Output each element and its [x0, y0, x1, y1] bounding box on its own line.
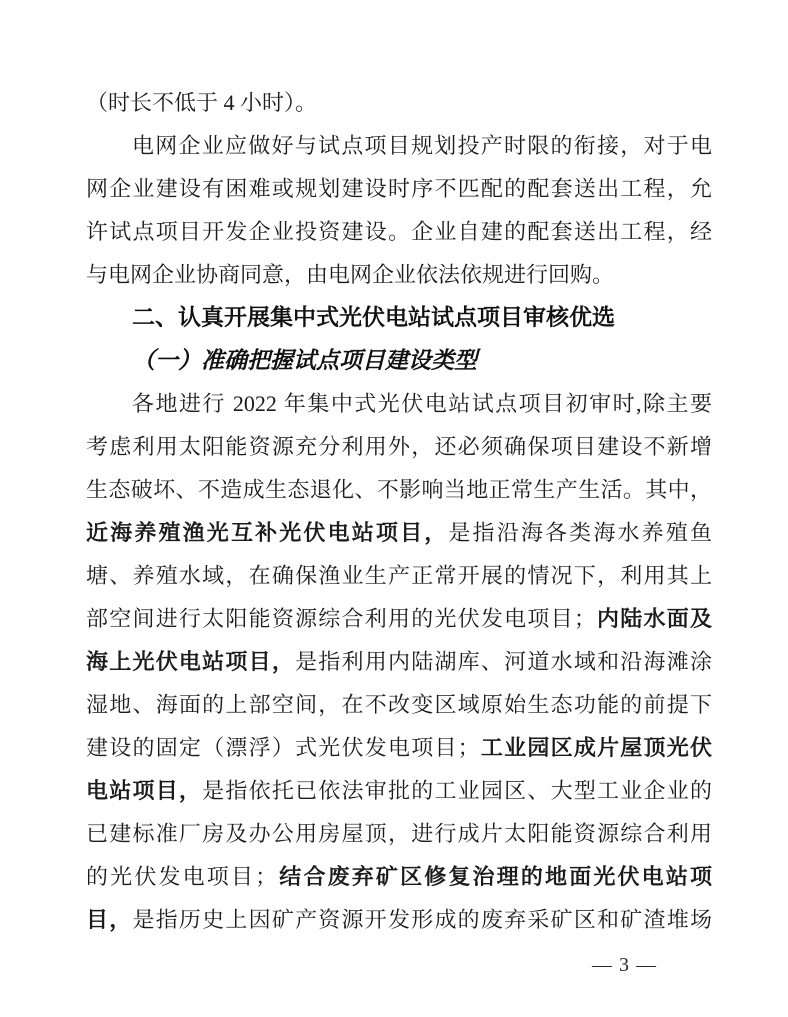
page-number: — 3 —: [592, 954, 657, 976]
heading1-line: [86, 296, 712, 339]
text-segment: 是指历史上因矿产资源开发形成的废弃采矿区和矿渣堆场: [132, 907, 712, 932]
bold-text-segment: 电站项目，: [86, 778, 203, 803]
bold-text-segment: 近海养殖渔光互补光伏电站项目，: [86, 520, 449, 545]
text-segment: 塘、养殖水域，在确保渔业生产正常开展的情况下，利用其上: [86, 563, 712, 588]
text-segment: （时长不低于 4 小时）。: [86, 90, 318, 115]
text-segment: 湿地、海面的上部空间，在不改变区域原始生态功能的前提下: [86, 692, 712, 717]
text-line: [86, 382, 712, 425]
text-segment: 许试点项目开发企业投资建设。企业自建的配套送出工程，经: [86, 219, 712, 244]
text-segment: 是指依托已依法审批的工业园区、大型工业企业的: [202, 778, 712, 803]
text-segment: 与电网企业协商同意，由电网企业依法依规进行回购。: [86, 262, 615, 287]
bold-text-segment: 结合废弃矿区修复治理的地面光伏电站项: [277, 864, 712, 889]
bold-text-segment: （一）准确把握试点项目建设类型: [132, 348, 477, 373]
text-line: [86, 511, 712, 554]
bold-text-segment: 目，: [86, 907, 133, 932]
text-line: [86, 597, 712, 640]
text-segment: 各地进行 2022 年集中式光伏电站试点项目初审时,除主要: [132, 391, 712, 416]
text-line: [86, 855, 712, 898]
text-line: [86, 726, 712, 769]
text-line: [86, 683, 712, 726]
text-segment: 是指利用内陆湖库、河道水域和沿海滩涂: [295, 649, 712, 674]
text-line: [86, 210, 712, 253]
text-segment: 生态破坏、不造成生态退化、不影响当地正常生产生活。其中，: [86, 477, 712, 502]
text-segment: 电网企业应做好与试点项目规划投产时限的衔接，对于电: [132, 133, 712, 158]
document-body: [86, 81, 712, 941]
text-line: [86, 898, 712, 941]
text-line: [86, 253, 712, 296]
text-segment: 考虑利用太阳能资源充分利用外，还必须确保项目建设不新增: [86, 434, 712, 459]
text-line: [86, 554, 712, 597]
heading2-line: [86, 339, 712, 382]
text-segment: 的光伏发电项目；: [86, 864, 278, 889]
text-line: [86, 769, 712, 812]
text-segment: 是指沿海各类海水养殖鱼: [448, 520, 712, 545]
text-line: [86, 812, 712, 855]
text-line: [86, 167, 712, 210]
text-segment: 网企业建设有困难或规划建设时序不匹配的配套送出工程，允: [86, 176, 712, 201]
text-segment: 已建标准厂房及办公用房屋顶，进行成片太阳能资源综合利用: [86, 821, 712, 846]
text-segment: 部空间进行太阳能资源综合利用的光伏发电项目；: [86, 606, 596, 631]
text-segment: 建设的固定（漂浮）式光伏发电项目；: [86, 735, 480, 760]
bold-text-segment: 海上光伏电站项目，: [86, 649, 296, 674]
bold-text-segment: 内陆水面及: [595, 606, 712, 631]
text-line: [86, 468, 712, 511]
bold-text-segment: 二、认真开展集中式光伏电站试点项目审核优选: [132, 304, 615, 330]
text-line: [86, 640, 712, 683]
text-line: [86, 81, 712, 124]
text-line: [86, 124, 712, 167]
text-line: [86, 425, 712, 468]
bold-text-segment: 工业园区成片屋顶光伏: [479, 735, 712, 760]
